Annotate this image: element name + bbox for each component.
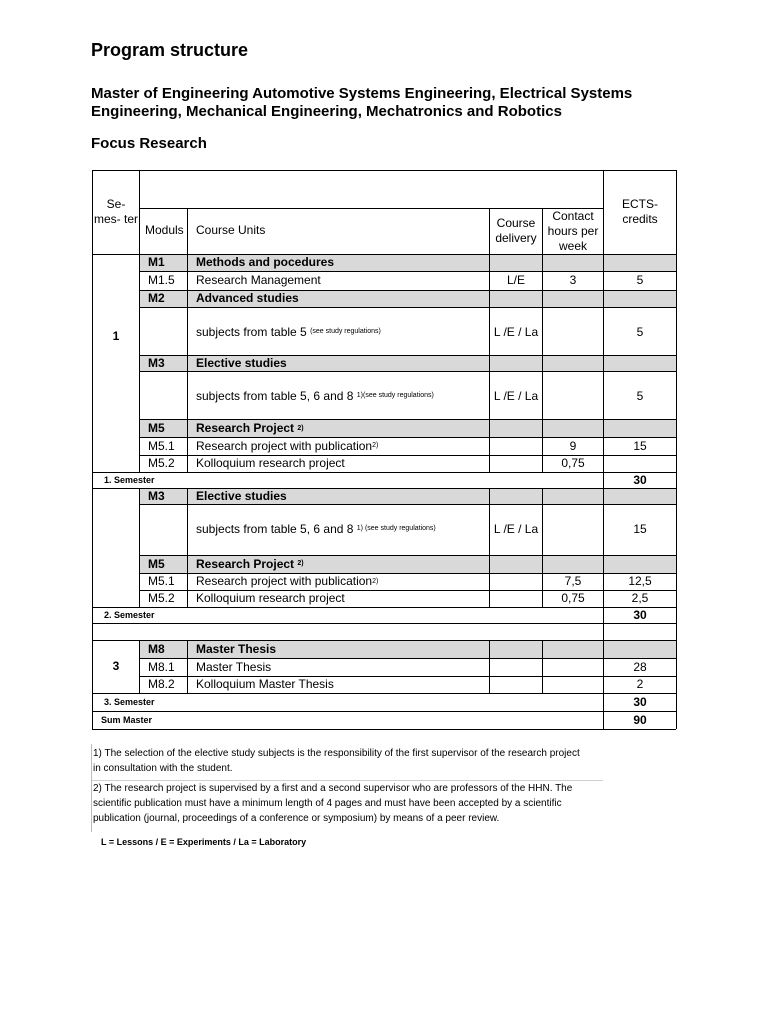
ects-credits: 5: [636, 273, 644, 287]
semester-total-ects: 30: [633, 694, 647, 709]
contact-hours: 7,5: [564, 574, 582, 588]
ects-credits: 28: [633, 659, 647, 674]
course-unit: Kolloquium research project: [196, 456, 345, 470]
module-code: M5.1: [148, 438, 175, 453]
header-semester: Se- mes- ter: [93, 197, 138, 226]
module-title: Advanced studies: [196, 291, 299, 305]
module-title-text: Research Project: [196, 421, 295, 435]
semester-3: 3: [112, 659, 120, 673]
semester-1: 1: [112, 329, 120, 343]
course-unit: subjects from table 5, 6 and 8 1) (see study regulations): [196, 521, 436, 536]
course-unit: Kolloquium Master Thesis: [196, 677, 334, 691]
contact-hours: 0,75: [561, 456, 585, 470]
course-unit: Research Management: [196, 273, 321, 287]
module-code: M1: [148, 255, 165, 269]
course-unit-text: Research project with publication: [196, 438, 373, 453]
module-title: Methods and pocedures: [196, 255, 335, 269]
module-code: M5: [148, 421, 165, 435]
program-subtitle: Master of Engineering Automotive Systems Engineering, Electrical Systems Engineering, Mechanical Engineering, Mechatronics and Robotics: [91, 85, 633, 120]
header-contact-hours: Contact hours per week: [547, 208, 599, 253]
module-title: Master Thesis: [196, 642, 277, 656]
semester-total-ects: 30: [633, 607, 647, 622]
sum-label: Sum Master: [101, 714, 153, 725]
course-unit-text: Research project with publication: [196, 574, 373, 588]
semester-total-label: 2. Semester: [104, 609, 155, 620]
course-unit-text: subjects from table 5: [196, 324, 307, 339]
module-title-text: Research Project: [196, 556, 295, 571]
footnote-1: 1) The selection of the elective study subjects is the responsibility of the first supervisor of the research project in consultation with the student.: [93, 748, 580, 774]
module-code: M5: [148, 556, 165, 571]
contact-hours: 3: [569, 273, 577, 287]
module-code: M8.1: [148, 659, 175, 674]
course-unit-text: subjects from table 5, 6 and 8: [196, 521, 354, 536]
module-title: Research Project 2): [196, 556, 304, 571]
course-unit: subjects from table 5, 6 and 8 1)(see study regulations): [196, 388, 434, 403]
focus-heading: Focus Research: [91, 135, 207, 152]
page-title: Program structure: [91, 40, 249, 60]
semester-total-label: 1. Semester: [104, 474, 155, 485]
sum-ects: 90: [633, 712, 647, 727]
course-unit: Research project with publication 2): [196, 574, 379, 588]
ects-credits: 2: [636, 677, 644, 691]
module-code: M5.1: [148, 574, 175, 588]
footnote-2: 2) The research project is supervised by a first and a second supervisor who are professors of the HHN. The scientific publication must have a minimum length of 4 pages and must have been accepted by a scientific publication (journal, proceedings of a conference or symposium) by means of a peer review.: [93, 783, 573, 824]
course-unit: Research project with publication 2): [196, 438, 379, 453]
module-title: Elective studies: [196, 489, 287, 503]
module-code: M5.2: [148, 591, 175, 605]
header-moduls: Moduls: [145, 223, 184, 237]
contact-hours: 0,75: [561, 591, 585, 605]
semester-total-ects: 30: [633, 472, 647, 487]
module-code: M8: [148, 642, 165, 656]
course-unit: Kolloquium research project: [196, 591, 345, 605]
module-code: M5.2: [148, 456, 175, 470]
ects-credits: 12,5: [628, 574, 652, 588]
course-delivery: L /E / La: [493, 388, 539, 403]
course-unit-text: subjects from table 5, 6 and 8: [196, 388, 354, 403]
header-course-delivery: Course delivery: [495, 216, 537, 245]
module-code: M8.2: [148, 677, 175, 691]
course-delivery: L/E: [506, 273, 525, 287]
module-code: M1.5: [148, 273, 175, 287]
semester-total-label: 3. Semester: [104, 696, 155, 707]
module-code: M2: [148, 291, 165, 305]
abbreviation-legend: L = Lessons / E = Experiments / La = Laboratory: [101, 837, 307, 847]
module-title: Elective studies: [196, 356, 287, 370]
header-ects: ECTS- credits: [622, 197, 658, 226]
module-code: M3: [148, 489, 165, 503]
ects-credits: 2,5: [631, 591, 649, 605]
module-code: M3: [148, 356, 165, 370]
ects-credits: 15: [633, 521, 647, 536]
ects-credits: 5: [636, 388, 644, 403]
ects-credits: 5: [636, 324, 644, 339]
course-unit: Master Thesis: [196, 659, 272, 674]
course-delivery: L /E / La: [493, 521, 539, 536]
ects-credits: 15: [633, 438, 647, 453]
course-unit: subjects from table 5 (see study regulations): [196, 324, 381, 339]
header-course-units: Course Units: [196, 223, 266, 237]
contact-hours: 9: [569, 438, 577, 453]
course-delivery: L /E / La: [493, 324, 539, 339]
module-title: Research Project 2): [196, 421, 304, 435]
